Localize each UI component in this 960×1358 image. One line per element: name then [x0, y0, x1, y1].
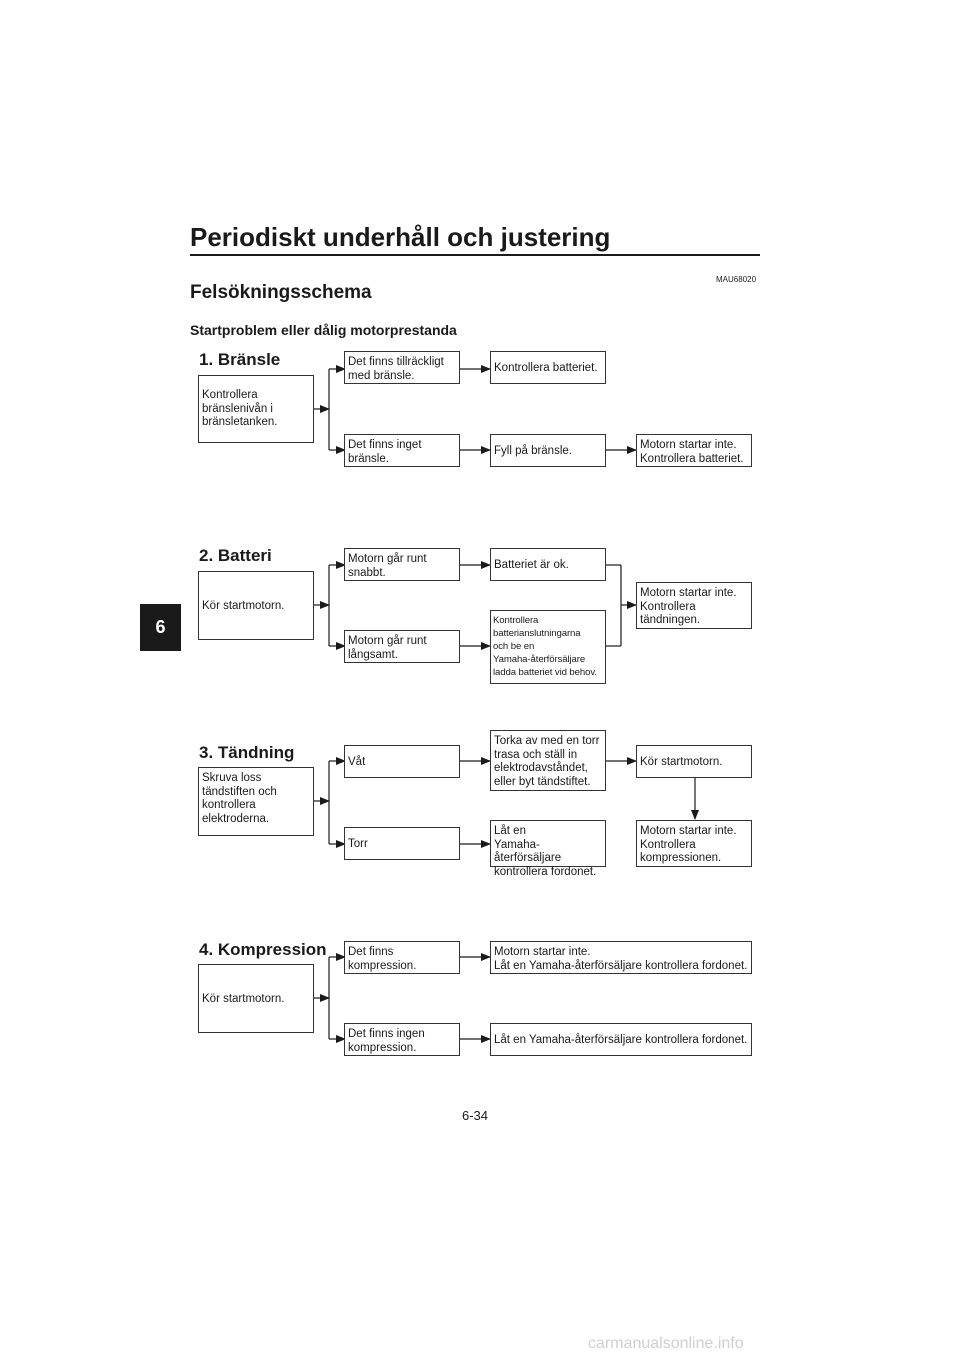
fuel-no-box: Det finns inget bränsle. — [344, 434, 460, 467]
watermark: carmanualsonline.info — [588, 1335, 744, 1352]
chapter-tab: 6 — [140, 604, 181, 651]
fuel-yes-box: Det finns tillräckligt med bränsle. — [344, 351, 460, 384]
compression-yes-action-box: Motorn startar inte. Låt en Yamaha-återförsäljare kontrollera fordonet. — [490, 941, 752, 974]
ignition-dry-action-box: Låt en Yamaha-återförsäljare kontrollera fordonet. — [490, 820, 606, 867]
battery-fast-action-box: Batteriet är ok. — [490, 548, 606, 581]
battery-start-box: Kör startmotorn. — [198, 571, 314, 640]
battery-heading: 2. Batteri — [199, 546, 272, 565]
fuel-no-result-box: Motorn startar inte. Kontrollera batteriet. — [636, 434, 752, 467]
compression-no-box: Det finns ingen kompression. — [344, 1023, 460, 1056]
doc-code: MAU68020 — [716, 275, 757, 284]
ignition-wet-result-box: Motorn startar inte. Kontrollera kompressionen. — [636, 820, 752, 867]
ignition-heading: 3. Tändning — [199, 743, 295, 762]
subsection-title: Startproblem eller dålig motorprestanda — [190, 322, 457, 338]
fuel-yes-action-box: Kontrollera batteriet. — [490, 351, 606, 384]
ignition-wet-box: Våt — [344, 745, 460, 778]
compression-no-action-box: Låt en Yamaha-återförsäljare kontrollera fordonet. — [490, 1023, 752, 1056]
compression-start-box: Kör startmotorn. — [198, 964, 314, 1033]
compression-heading: 4. Kompression — [199, 940, 327, 959]
ignition-wet-action-box: Torka av med en torr trasa och ställ in elektrodavståndet, eller byt tändstiftet. — [490, 730, 606, 791]
fuel-no-action-box: Fyll på bränsle. — [490, 434, 606, 467]
compression-yes-box: Det finns kompression. — [344, 941, 460, 974]
battery-fast-box: Motorn går runt snabbt. — [344, 548, 460, 581]
page-title: Periodiskt underhåll och justering — [190, 222, 611, 252]
fuel-start-box: Kontrollera bränslenivån i bränsletanken. — [198, 375, 314, 443]
ignition-dry-box: Torr — [344, 827, 460, 860]
ignition-start-box: Skruva loss tändstiften och kontrollera elektroderna. — [198, 767, 314, 836]
battery-slow-box: Motorn går runt långsamt. — [344, 630, 460, 663]
page-number: 6-34 — [462, 1108, 489, 1123]
fuel-heading: 1. Bränsle — [199, 350, 281, 369]
ignition-wet-next-box: Kör startmotorn. — [636, 745, 752, 778]
battery-slow-action-box: Kontrollera batterianslutningarna och be en Yamaha-återförsäljare ladda batteriet vid behov. — [490, 610, 606, 684]
section-title: Felsökningsschema — [190, 282, 372, 303]
battery-result-box: Motorn startar inte. Kontrollera tändningen. — [636, 582, 752, 629]
